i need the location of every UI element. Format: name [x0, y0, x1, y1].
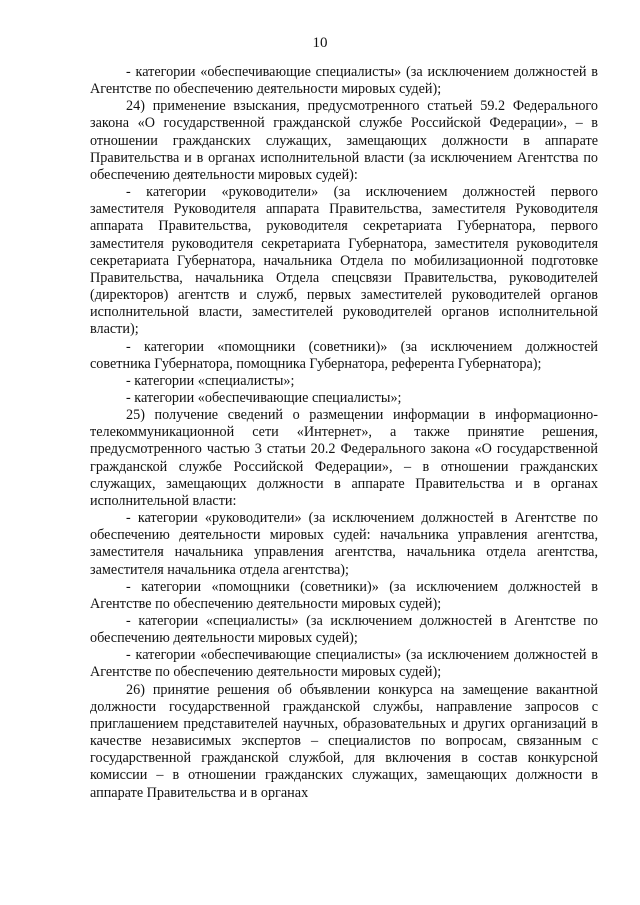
paragraph-category-assistants: - категории «помощники (советники)» (за исключением должностей в Агентстве по обеспечению деятельности мировых судей);	[90, 578, 598, 612]
paragraph-category-leaders: - категории «руководители» (за исключением должностей первого заместителя Руководителя аппарата Правительства, заместителя Руководителя аппарата Правительства, руководителя секретариата Губернатора, первого заместителя руководителя секретариата Губернатора, заместителя руководителя секретариата Губернатора, начальника Отдела по мобилизационной подготовке Правительства, начальника Отдела спецсвязи Правительства, руководителей (директоров) агентств и служб, первых заместителей руководителей органов исполнительной власти, заместителей руководителей органов исполнительной власти);	[90, 184, 598, 338]
paragraph-category-support-specialists: - категории «обеспечивающие специалисты» (за исключением должностей в Агентстве по обеспечению деятельности мировых судей);	[90, 64, 598, 98]
paragraph-category-support-specialists: - категории «обеспечивающие специалисты» (за исключением должностей в Агентстве по обеспечению деятельности мировых судей);	[90, 647, 598, 681]
paragraph-item-25: 25) получение сведений о размещении информации в информационно-телекоммуникационной сети «Интернет», а также принятие решения, предусмотренного частью 3 статьи 20.2 Федерального закона «О государственной гражданской службе Российской Федерации», – в отношении гражданских служащих, замещающих должности в аппарате Правительства и в органах исполнительной власти:	[90, 407, 598, 509]
paragraph-item-26: 26) принятие решения об объявлении конкурса на замещение вакантной должности государственной гражданской службы, направление запросов с приглашением представителей научных, образовательных и других организаций в качестве независимых экспертов – специалистов по вопросам, связанным с государственной гражданской службой, для включения в состав конкурсной комиссии – в отношении гражданских служащих, замещающих должности в аппарате Правительства и в органах	[90, 681, 598, 801]
body-text	[90, 64, 598, 802]
paragraph-category-support-specialists: - категории «обеспечивающие специалисты»;	[126, 389, 402, 406]
paragraph-category-specialists: - категории «специалисты» (за исключением должностей в Агентстве по обеспечению деятельности мировых судей);	[90, 613, 598, 647]
paragraph-category-leaders: - категории «руководители» (за исключением должностей в Агентстве по обеспечению деятельности мировых судей: начальника управления агентства, заместителя начальника управления агентства, начальника отдела агентства, заместителя начальника отдела агентства);	[90, 510, 598, 578]
paragraph-item-24: 24) применение взыскания, предусмотренного статьей 59.2 Федерального закона «О государственной гражданской службе Российской Федерации», – в отношении гражданских служащих, замещающих должности в аппарате Правительства и в органах исполнительной власти (за исключением Агентства по обеспечению деятельности мировых судей):	[90, 98, 598, 183]
paragraph-category-specialists: - категории «специалисты»;	[126, 372, 295, 389]
page-number: 10	[312, 35, 328, 51]
paragraph-category-assistants: - категории «помощники (советники)» (за исключением должностей советника Губернатора, помощника Губернатора, референта Губернатора);	[90, 338, 598, 372]
